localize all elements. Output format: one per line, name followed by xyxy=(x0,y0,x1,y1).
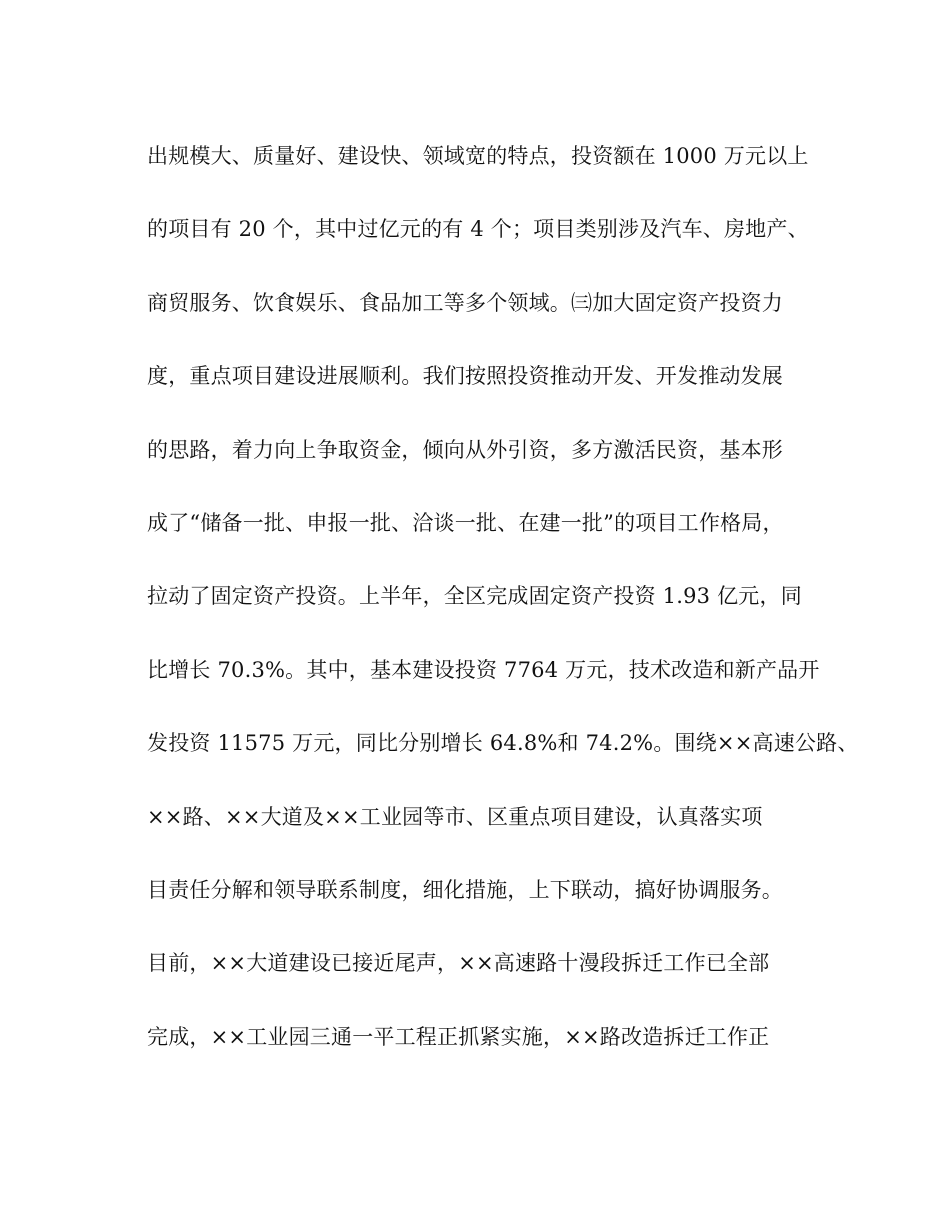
text-line-9: 发投资 11575 万元，同比分别增长 64.8%和 74.2%。围绕××高速公路、 xyxy=(147,731,859,756)
text-line-13: 完成，××工业园三通一平工程正抓紧实施，××路改造拆迁工作正 xyxy=(147,1024,770,1049)
text-line-4: 度，重点项目建设进展顺利。我们按照投资推动开发、开发推动发展 xyxy=(147,364,783,389)
text-line-8: 比增长 70.3%。其中，基本建设投资 7764 万元，技术改造和新产品开 xyxy=(147,657,820,682)
text-line-5: 的思路，着力向上争取资金，倾向从外引资，多方激活民资，基本形 xyxy=(147,437,783,462)
text-line-10: ××路、××大道及××工业园等市、区重点项目建设，认真落实项 xyxy=(147,804,763,829)
text-line-2: 的项目有 20 个，其中过亿元的有 4 个；项目类别涉及汽车、房地产、 xyxy=(147,217,809,242)
text-line-12: 目前，××大道建设已接近尾声，××高速路十漫段拆迁工作已全部 xyxy=(147,951,770,976)
text-line-6: 成了“储备一批、申报一批、洽谈一批、在建一批”的项目工作格局， xyxy=(147,510,784,535)
text-line-1: 出规模大、质量好、建设快、领域宽的特点，投资额在 1000 万元以上 xyxy=(147,144,809,168)
body-text xyxy=(147,138,859,1092)
text-line-7: 拉动了固定资产投资。上半年，全区完成固定资产投资 1.93 亿元，同 xyxy=(147,584,802,609)
text-line-3: 商贸服务、饮食娱乐、食品加工等多个领域。㈢加大固定资产投资力 xyxy=(147,290,783,315)
text-line-11: 目责任分解和领导联系制度，细化措施，上下联动，搞好协调服务。 xyxy=(147,877,783,902)
